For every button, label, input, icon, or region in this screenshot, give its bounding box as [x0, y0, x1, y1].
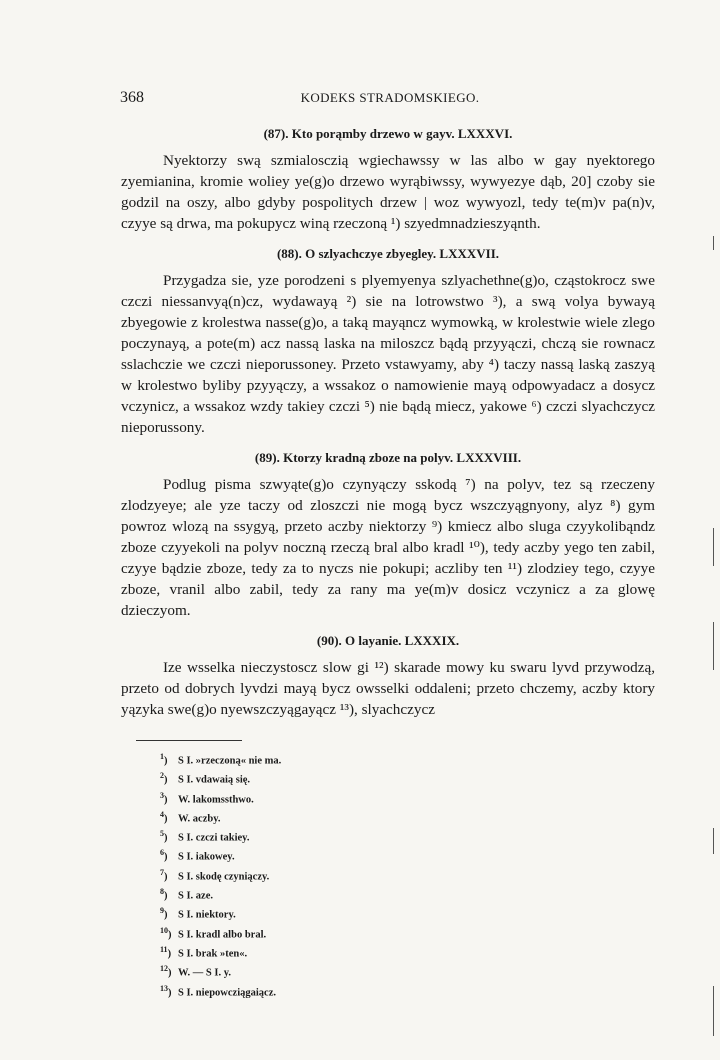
scan-edge-mark: [713, 236, 715, 250]
section-paragraph: Ize wsselka nieczystoscz slow gi ¹²) skarade mowy ku swaru lyvd przywodzą, przeto od dobrych lyvdzi mayą bycz owsselki oddaleni; przeto chczemy, aczby ktory yązyka swe(g)o nyewszczyągayącz ¹³), slyachczycz: [121, 659, 655, 718]
footnote: $^9$) S I. niektory.: [160, 906, 236, 921]
footnote: $^5$) S I. czczi takiey.: [160, 829, 250, 844]
section-title: (88). O szlyachczye zbyegley. LXXXVII.: [276, 246, 500, 261]
running-title: KODEKS STRADOMSKIEGO.: [300, 90, 480, 105]
footnote: $^6$) S I. iakowey.: [160, 848, 235, 863]
section-title: (90). O layanie. LXXXIX.: [316, 633, 460, 648]
section-paragraph: Podlug pisma szwyąte(g)o czynyączy sskodą ⁷) na polyv, tez są rzeczeny zlodzyeye; ale yze taczy od zloszczi nie mogą bycz wszczyągnyony, alyz ⁸) gym powroz wlozą na ssygyą, przeto aczby niektorzy ⁹) kmiecz albo sluga czyykolibąndz zboze czyyekoli na polyv noczną rzeczą bral albo kradl ¹⁰), tedy aczby yego ten zabil, czyye bądzie zboze, tedy za to nyczs nie pokupi; aczliby ten ¹¹) zlodziey tego, czyye zboze, vranil albo zabil, tedy za rany ma ye(m)v dosicz vczynicz a za glowę dzieczyom.: [121, 476, 655, 619]
footnotes: [160, 750, 281, 1001]
section-paragraph: Nyektorzy swą szmialosczią wgiechawssy w las albo w gay nyektorego zyemianina, kromie woliey ye(g)o drzewo wyrąbiwssy, wywyezye dąb, 20] czoby sie godzil na oszy, albo gdyby pospolitych drzew | woz wywyozl, tedy te(m)v pa(n)v, czyye są drwa, ma pokupycz winą rzeczoną ¹) szyedmnadzieszyąnth.: [121, 152, 655, 232]
scan-edge-mark: [713, 528, 715, 566]
footnote: $^{10}$) S I. kradl albo bral.: [160, 925, 267, 941]
footnote: $^8$) S I. aze.: [160, 887, 213, 902]
footnote: $^1$) S I. »rzeczoną« nie ma.: [160, 752, 282, 767]
section-paragraph: Przygadza sie, yze porodzeni s plyemyenya szlyachethne(g)o, cząstokrocz swe czczi niessanvyą(n)cz, wydawayą ²) sie na lotrowstwo ³), a swą volya bywayą zbyegowie z krolestwa nasse(g)o, a taką mayąncz wymowką, w krolestwie wiele zlego poczynayą, a pote(m) acz nassą laska na miloszcz bądą przyyączi, chczą sie rownacz sslachczie we czczi nieporussoney. Przeto vstawyamy, aby ⁴) taczy nassą laską zaszyą w krolestwo byliby pzyyączy, a wssakoz o namowienie mayą odpowyadacz a dosycz vczynicz, a wssakoz wzdy takiey czczi ⁵) nie bądą miecz, yakowe ⁶) czczi slyachczycz nieporussony.: [121, 272, 655, 436]
main-text: [121, 124, 655, 730]
footnote: $^7$) S I. skodę czyniączy.: [160, 867, 270, 883]
section-title: (87). Kto porąmby drzewo w gayv. LXXXVI.: [263, 126, 513, 141]
footnote: $^4$) W. aczby.: [160, 809, 221, 825]
page-number: 368: [120, 89, 144, 106]
scan-edge-mark: [713, 986, 715, 1036]
footnote: $^3$) W. lakomssthwo.: [160, 790, 254, 806]
footnote-divider: [136, 740, 242, 741]
footnote: $^2$) S I. vdawaią się.: [160, 771, 251, 786]
section-title: (89). Ktorzy kradną zboze na polyv. LXXXVIII.: [254, 450, 522, 465]
scan-edge-mark: [713, 622, 715, 670]
footnote: $^{13}$) S I. niepowcziągaiącz.: [160, 983, 276, 999]
running-head: [120, 89, 660, 109]
footnote: $^{11}$) S I. brak »ten«.: [160, 944, 248, 960]
footnote: $^{12}$) W. — S I. y.: [160, 964, 232, 979]
scan-edge-mark: [713, 828, 715, 854]
